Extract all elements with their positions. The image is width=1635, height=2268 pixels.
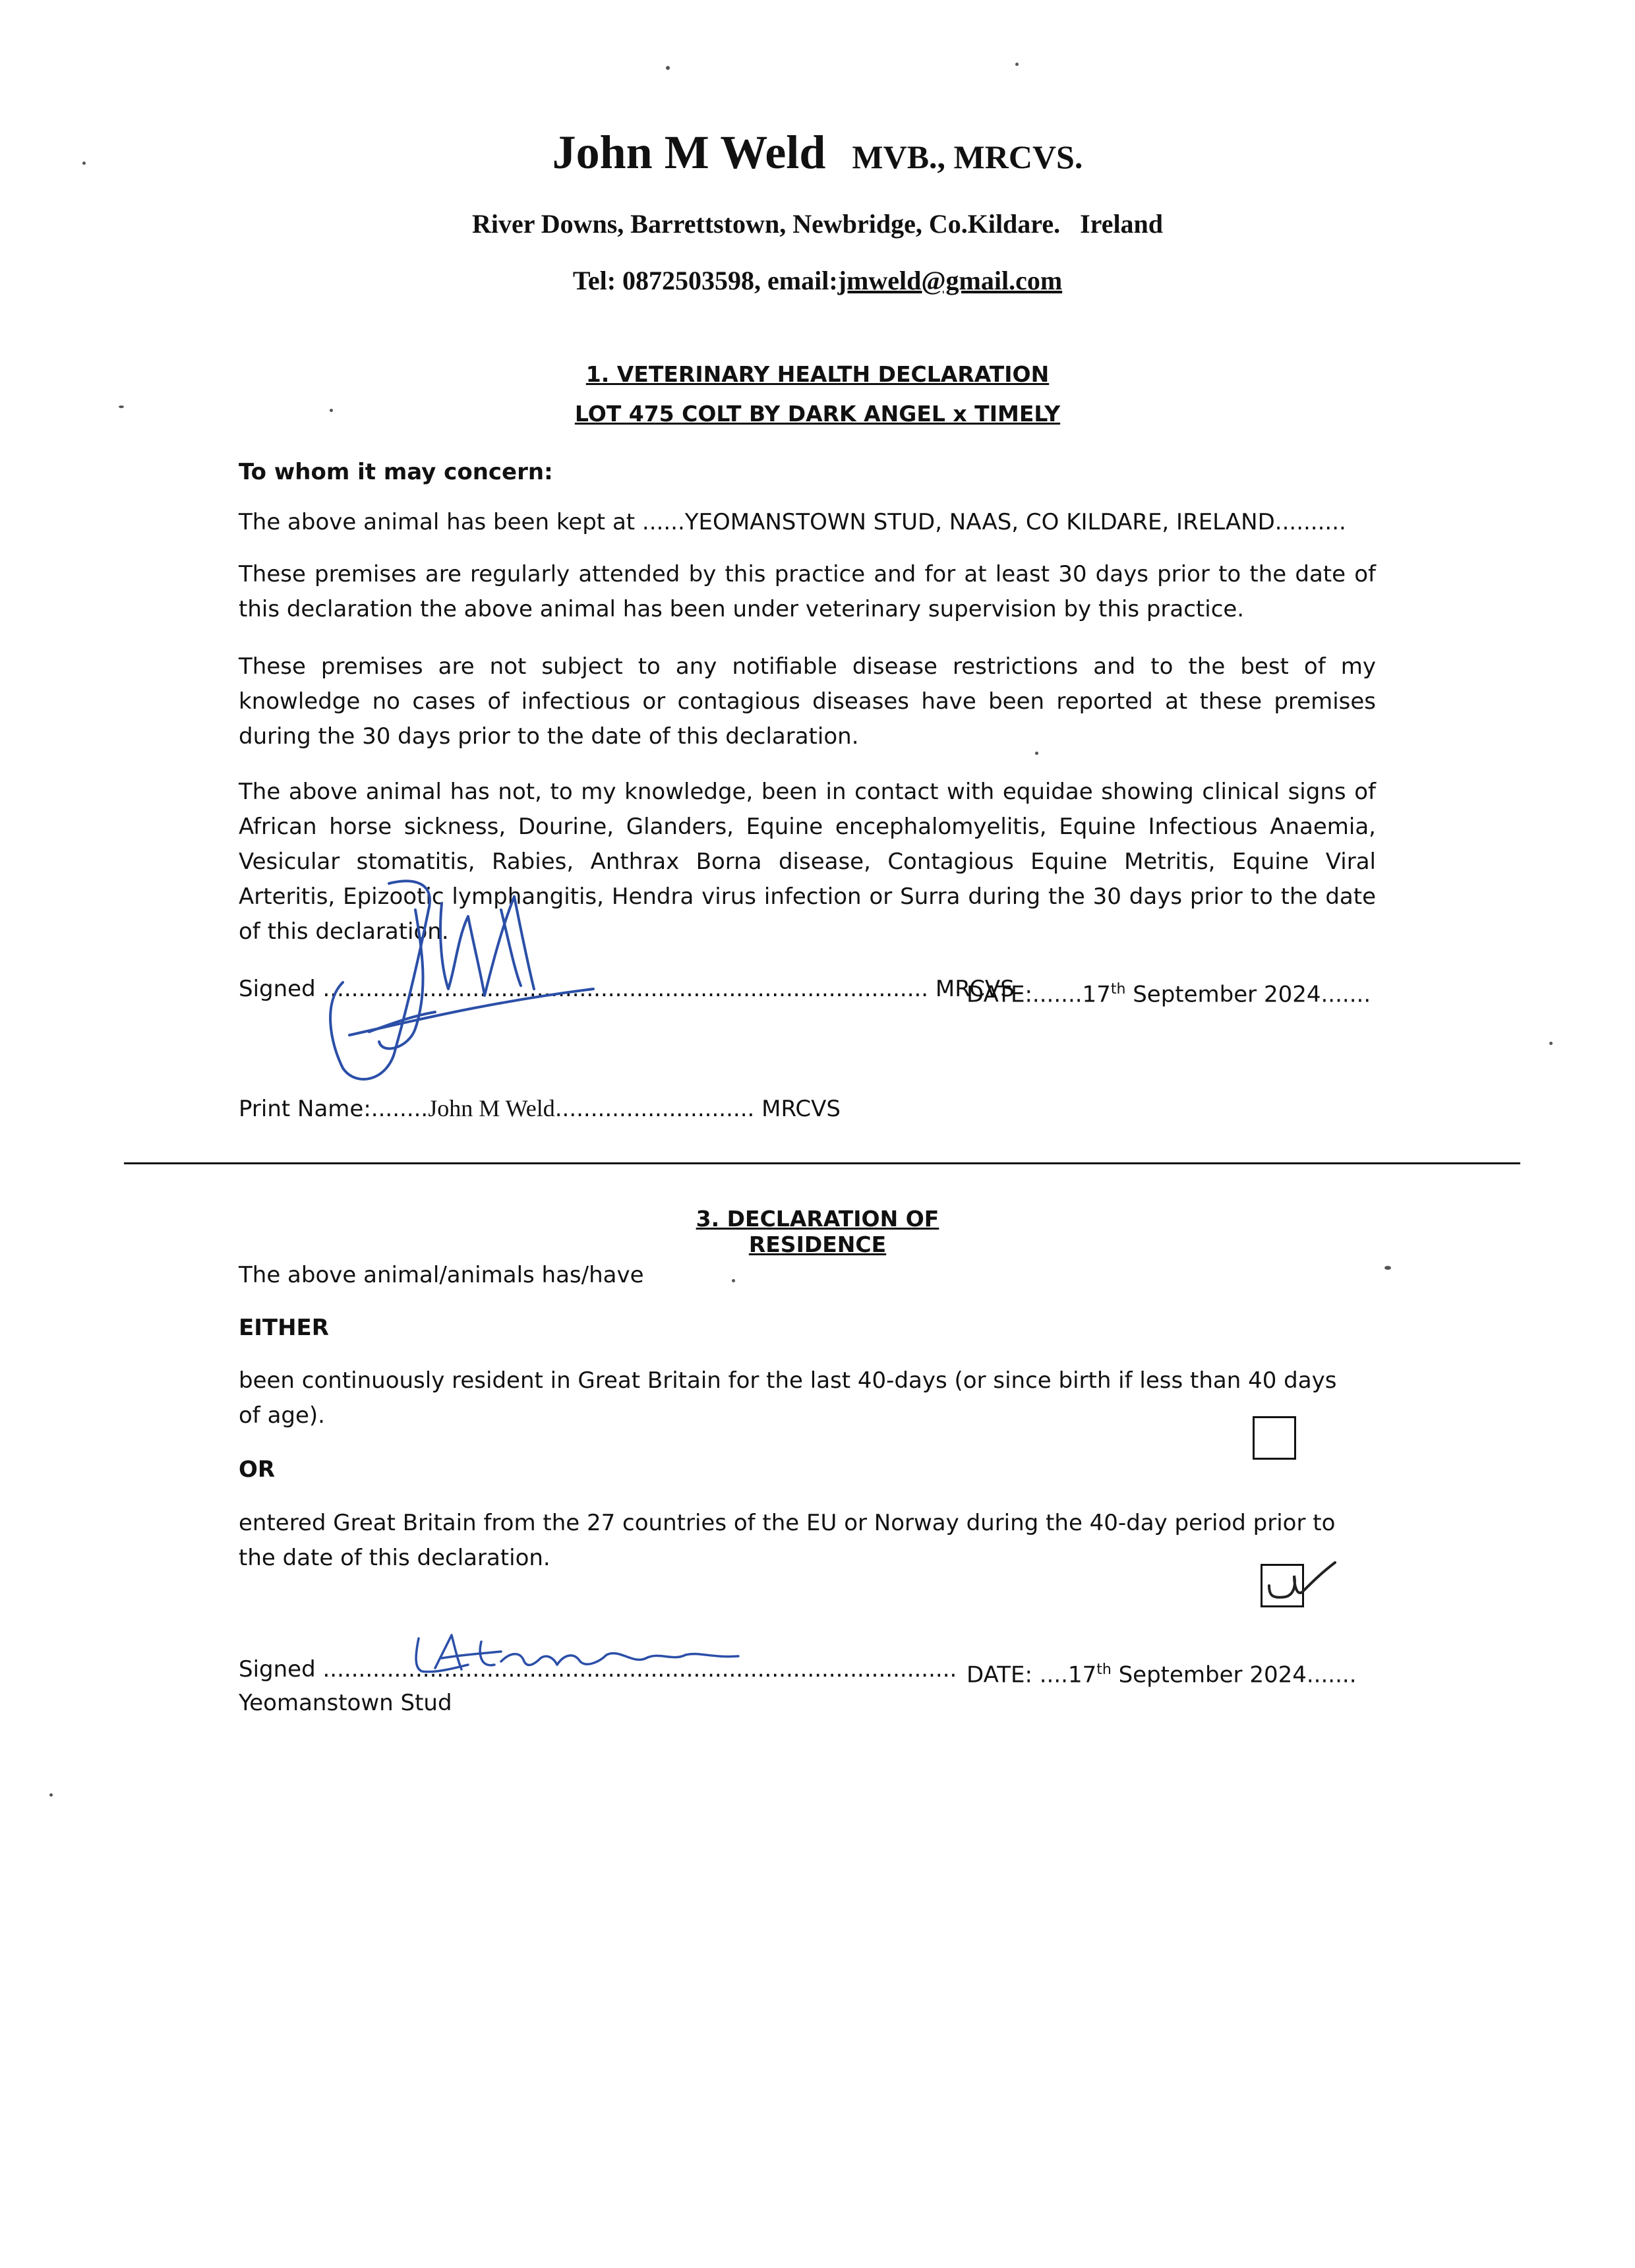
scan-speck [119, 405, 124, 408]
vet-date [966, 972, 1371, 1012]
section3-title: 3. DECLARATION OF RESIDENCE [696, 1206, 939, 1257]
scan-speck [1549, 1042, 1553, 1045]
vet-date-suffix-sup: th [1110, 981, 1126, 998]
scan-speck [1035, 752, 1038, 755]
print-name-label: Print Name: [239, 1096, 371, 1122]
email-link[interactable]: jmweld@gmail.com [837, 266, 1063, 295]
scan-speck [732, 1279, 735, 1282]
email-label: email: [767, 266, 838, 295]
paragraph-restrictions: These premises are not subject to any notifiable disease restrictions and to the best of my knowledge no cases of infectious or contagious diseases have been reported at these premises during the 30 days prior to the date of this declaration. [239, 653, 1376, 750]
print-name-dots: ........ [371, 1096, 429, 1122]
section1-subtitle: LOT 475 COLT BY DARK ANGEL x TIMELY [574, 401, 1061, 427]
vet-date-rest: September 2024....... [1125, 981, 1371, 1008]
either-label: EITHER [239, 1315, 329, 1341]
scan-speck [49, 1793, 53, 1797]
stud-signatory: Yeomanstown Stud [239, 1690, 452, 1716]
address: River Downs, Barrettstown, Newbridge, Co.Kildare. [471, 209, 1061, 239]
letterhead-contact [0, 265, 1635, 296]
scan-speck [1015, 63, 1019, 66]
or-label: OR [239, 1456, 276, 1483]
print-name-value: John M Weld [428, 1095, 555, 1121]
stud-date-prefix: DATE: ....17 [966, 1661, 1097, 1688]
print-name-line [239, 1091, 841, 1127]
print-name-tail: ............................ MRCVS [554, 1096, 841, 1122]
stud-signature-line: Signed ......................................................................................... [239, 1656, 957, 1683]
vet-signature-line: Signed ..................................................................................... MRCVS [239, 976, 1015, 1002]
section-divider [124, 1162, 1520, 1164]
scan-speck [666, 66, 670, 70]
stud-date [966, 1652, 1357, 1692]
scan-speck [330, 409, 333, 412]
residence-intro: The above animal/animals has/have [239, 1262, 644, 1288]
country: Ireland [1080, 209, 1164, 239]
option-resident-gb: been continuously resident in Great Britain for the last 40-days (or since birth if less than 40 days of age). [239, 1367, 1337, 1429]
option-entered-gb-checkbox[interactable] [1261, 1564, 1304, 1607]
practitioner-name: John M Weld [552, 126, 826, 179]
vet-date-prefix: DATE:.......17 [966, 981, 1111, 1008]
kept-at-statement: The above animal has been kept at ......YEOMANSTOWN STUD, NAAS, CO KILDARE, IRELAND.......... [239, 509, 1346, 535]
salutation: To whom it may concern: [239, 459, 553, 485]
paragraph-supervision: These premises are regularly attended by this practice and for at least 30 days prior to the date of this declaration the above animal has been under veterinary supervision by this practice. [239, 561, 1376, 622]
qualifications: MVB., MRCVS. [852, 138, 1083, 175]
section1-title: 1. VETERINARY HEALTH DECLARATION [585, 361, 1050, 387]
paragraph-disease-contact: The above animal has not, to my knowledge, been in contact with equidae showing clinical signs of African horse sickness, Dourine, Glanders, Equine encephalomyelitis, Equine Infectious Anaemia, Vesicular stomatitis, Rabies, Anthrax Borna disease, Contagious Equine Metritis, Equine Viral Arteritis, Epizootic lymphangitis, Hendra virus infection or Surra during the 30 days prior to the date of this declaration. [239, 779, 1376, 945]
option-entered-gb: entered Great Britain from the 27 countries of the EU or Norway during the 40-day period prior to the date of this declaration. [239, 1510, 1336, 1571]
stud-date-rest: September 2024....... [1111, 1661, 1357, 1688]
letterhead-address [0, 208, 1635, 239]
stud-date-suffix-sup: th [1096, 1661, 1112, 1678]
telephone: Tel: 0872503598, [572, 266, 761, 295]
scan-speck [82, 162, 86, 165]
scan-speck [1384, 1266, 1391, 1270]
letterhead-name-line [0, 125, 1635, 180]
